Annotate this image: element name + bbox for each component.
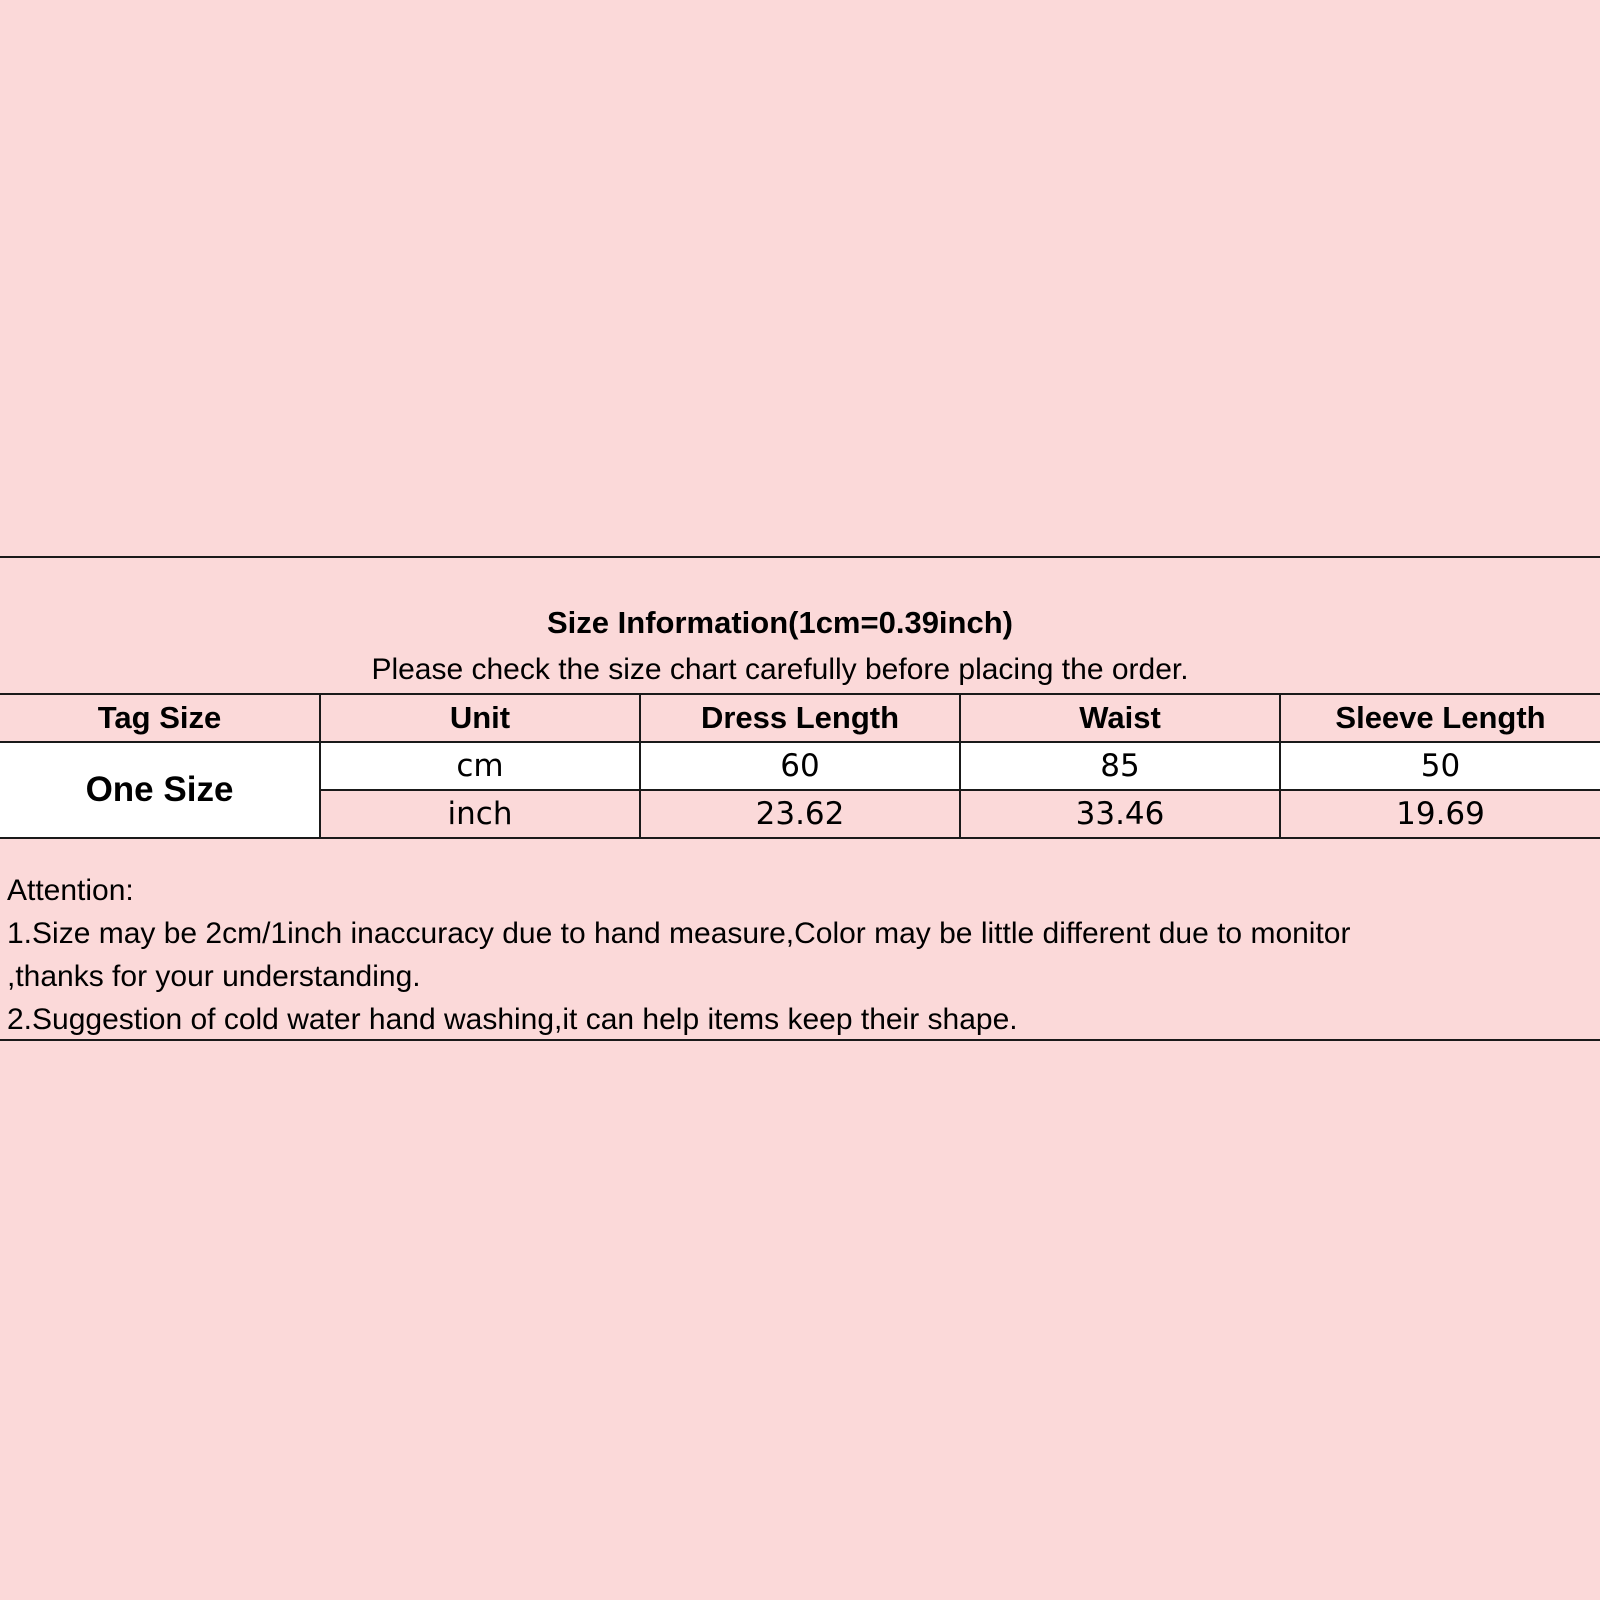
size-info-subtitle: Please check the size chart carefully before placing the order.: [371, 653, 1189, 686]
table-header-row: [0, 694, 1600, 742]
waist-cell: 85: [960, 742, 1280, 790]
sleeve-length-cell: 50: [1280, 742, 1600, 790]
sleeve-length-cell: 19.69: [1280, 790, 1600, 838]
waist-cell: 33.46: [960, 790, 1280, 838]
attention-line: ,thanks for your understanding.: [7, 960, 421, 993]
attention-heading: Attention:: [7, 874, 134, 907]
header-unit: Unit: [320, 694, 640, 742]
header-dress-length: Dress Length: [640, 694, 960, 742]
unit-cell: cm: [320, 742, 640, 790]
top-divider: [0, 556, 1600, 558]
header-sleeve-length: Sleeve Length: [1280, 694, 1600, 742]
bottom-divider: [0, 1039, 1600, 1041]
size-chart-table: [0, 693, 1600, 839]
size-info-title: Size Information(1cm=0.39inch): [547, 605, 1013, 640]
header-waist: Waist: [960, 694, 1280, 742]
tag-size-cell: One Size: [0, 742, 320, 838]
attention-line: 1.Size may be 2cm/1inch inaccuracy due to hand measure,Color may be little different due to monitor: [7, 917, 1351, 950]
attention-line: 2.Suggestion of cold water hand washing,it can help items keep their shape.: [7, 1003, 1018, 1036]
header-tag-size: Tag Size: [0, 694, 320, 742]
attention-notes: [7, 869, 1587, 1041]
dress-length-cell: 60: [640, 742, 960, 790]
unit-cell: inch: [320, 790, 640, 838]
dress-length-cell: 23.62: [640, 790, 960, 838]
table-row: [0, 742, 1600, 790]
